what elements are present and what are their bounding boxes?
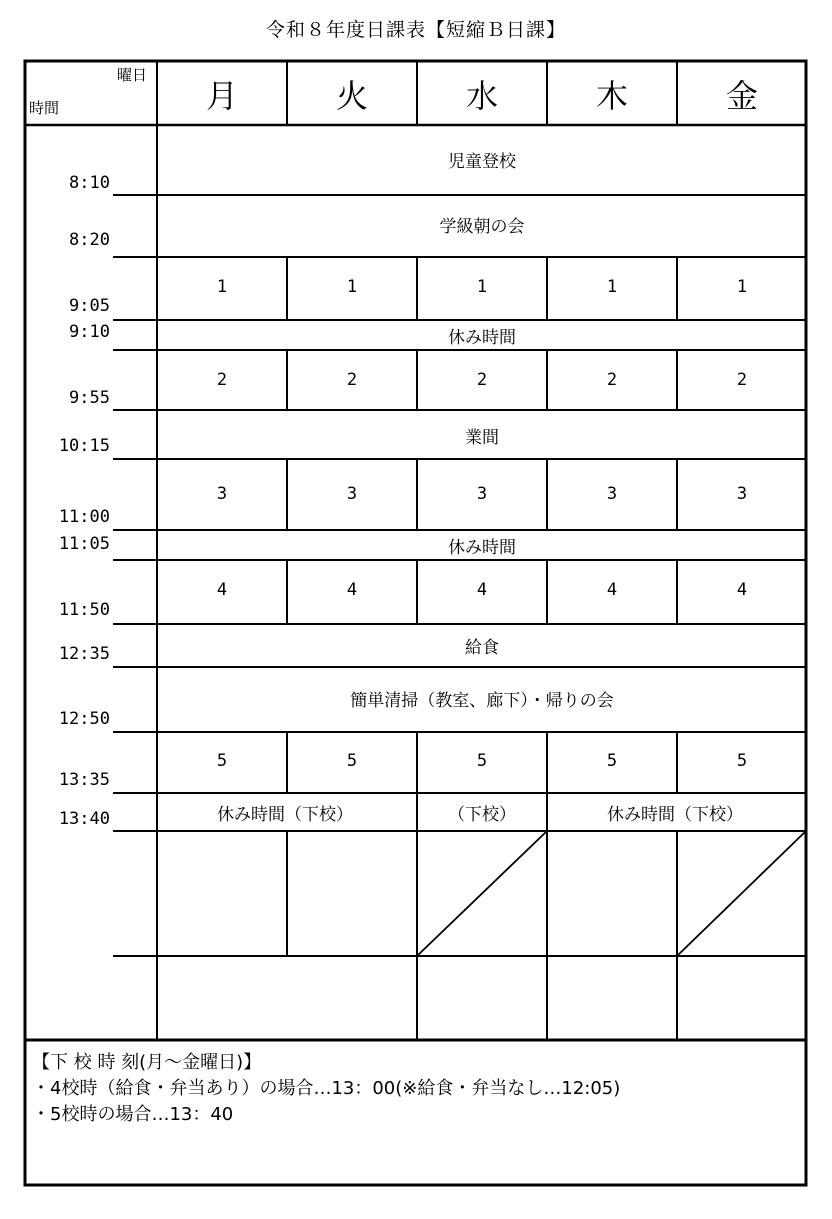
- dismissal-mon-tue: 休み時間（下校）: [217, 805, 353, 825]
- period-cell: 5: [736, 751, 748, 771]
- period-cell: 3: [476, 484, 488, 504]
- notes-line-1: ・4校時（給食・弁当あり）の場合…13：00(※給食・弁当なし…12:05): [32, 1078, 621, 1099]
- period-cell: 1: [606, 277, 618, 297]
- day-wednesday: 水: [465, 77, 499, 115]
- time-label: 9:55: [69, 388, 110, 408]
- band-break-2: 休み時間: [448, 538, 516, 558]
- band-arrival: 児童登校: [448, 152, 516, 172]
- period-cell: 5: [606, 751, 618, 771]
- period-cell: 4: [736, 580, 748, 600]
- band-gyokan: 業間: [465, 428, 499, 448]
- day-monday: 月: [205, 77, 239, 115]
- band-cleaning: 簡単清掃（教室、廊下）・帰りの会: [350, 691, 614, 711]
- period-cell: 5: [216, 751, 228, 771]
- fri-diagonal-slash: [677, 831, 806, 956]
- time-label: 13:40: [58, 809, 110, 829]
- time-rules: [113, 195, 806, 956]
- period-cell: 4: [606, 580, 618, 600]
- time-label: 10:15: [58, 436, 110, 456]
- dismissal-wed: （下校）: [448, 805, 516, 825]
- band-break-1: 休み時間: [448, 328, 516, 348]
- period-cell: 3: [736, 484, 748, 504]
- period-cell: 1: [736, 277, 748, 297]
- time-label: 11:00: [58, 507, 110, 527]
- period-cell: 2: [476, 370, 488, 390]
- day-friday: 金: [725, 77, 759, 115]
- time-label: 13:35: [58, 770, 110, 790]
- time-label: 11:50: [58, 600, 110, 620]
- period-cell: 5: [476, 751, 488, 771]
- notes-line-2: ・5校時の場合…13：40: [32, 1104, 234, 1125]
- wed-diagonal-slash: [417, 831, 547, 956]
- time-label: 8:10: [69, 173, 110, 193]
- band-homeroom: 学級朝の会: [439, 217, 525, 237]
- day-thursday: 木: [595, 77, 629, 115]
- time-label: 12:50: [58, 709, 110, 729]
- day-tuesday: 火: [335, 77, 369, 115]
- period-cell: 1: [216, 277, 228, 297]
- time-label: 11:05: [58, 534, 110, 554]
- period-cell: 4: [346, 580, 358, 600]
- time-label: 12:35: [58, 644, 110, 664]
- band-lunch: 給食: [465, 638, 499, 658]
- period-cell: 1: [476, 277, 488, 297]
- period-cell: 5: [346, 751, 358, 771]
- period-cell: 1: [346, 277, 358, 297]
- time-label: 9:10: [69, 322, 110, 342]
- period-cell: 4: [216, 580, 228, 600]
- header-youbi-label: 曜日: [117, 66, 148, 84]
- period-cell: 3: [606, 484, 618, 504]
- dismissal-thu-fri: 休み時間（下校）: [607, 805, 743, 825]
- period-cell: 2: [736, 370, 748, 390]
- time-label: 9:05: [69, 296, 110, 316]
- period-cell: 2: [346, 370, 358, 390]
- notes-heading: 【下 校 時 刻(月～金曜日)】: [32, 1052, 262, 1073]
- period-cell: 4: [476, 580, 488, 600]
- page-title: 令和８年度日課表【短縮Ｂ日課】: [265, 19, 566, 41]
- period-cell: 3: [216, 484, 228, 504]
- period-cell: 3: [346, 484, 358, 504]
- header-jikan-label: 時間: [29, 99, 60, 117]
- period-cell: 2: [606, 370, 618, 390]
- time-label: 8:20: [69, 230, 110, 250]
- period-cell: 2: [216, 370, 228, 390]
